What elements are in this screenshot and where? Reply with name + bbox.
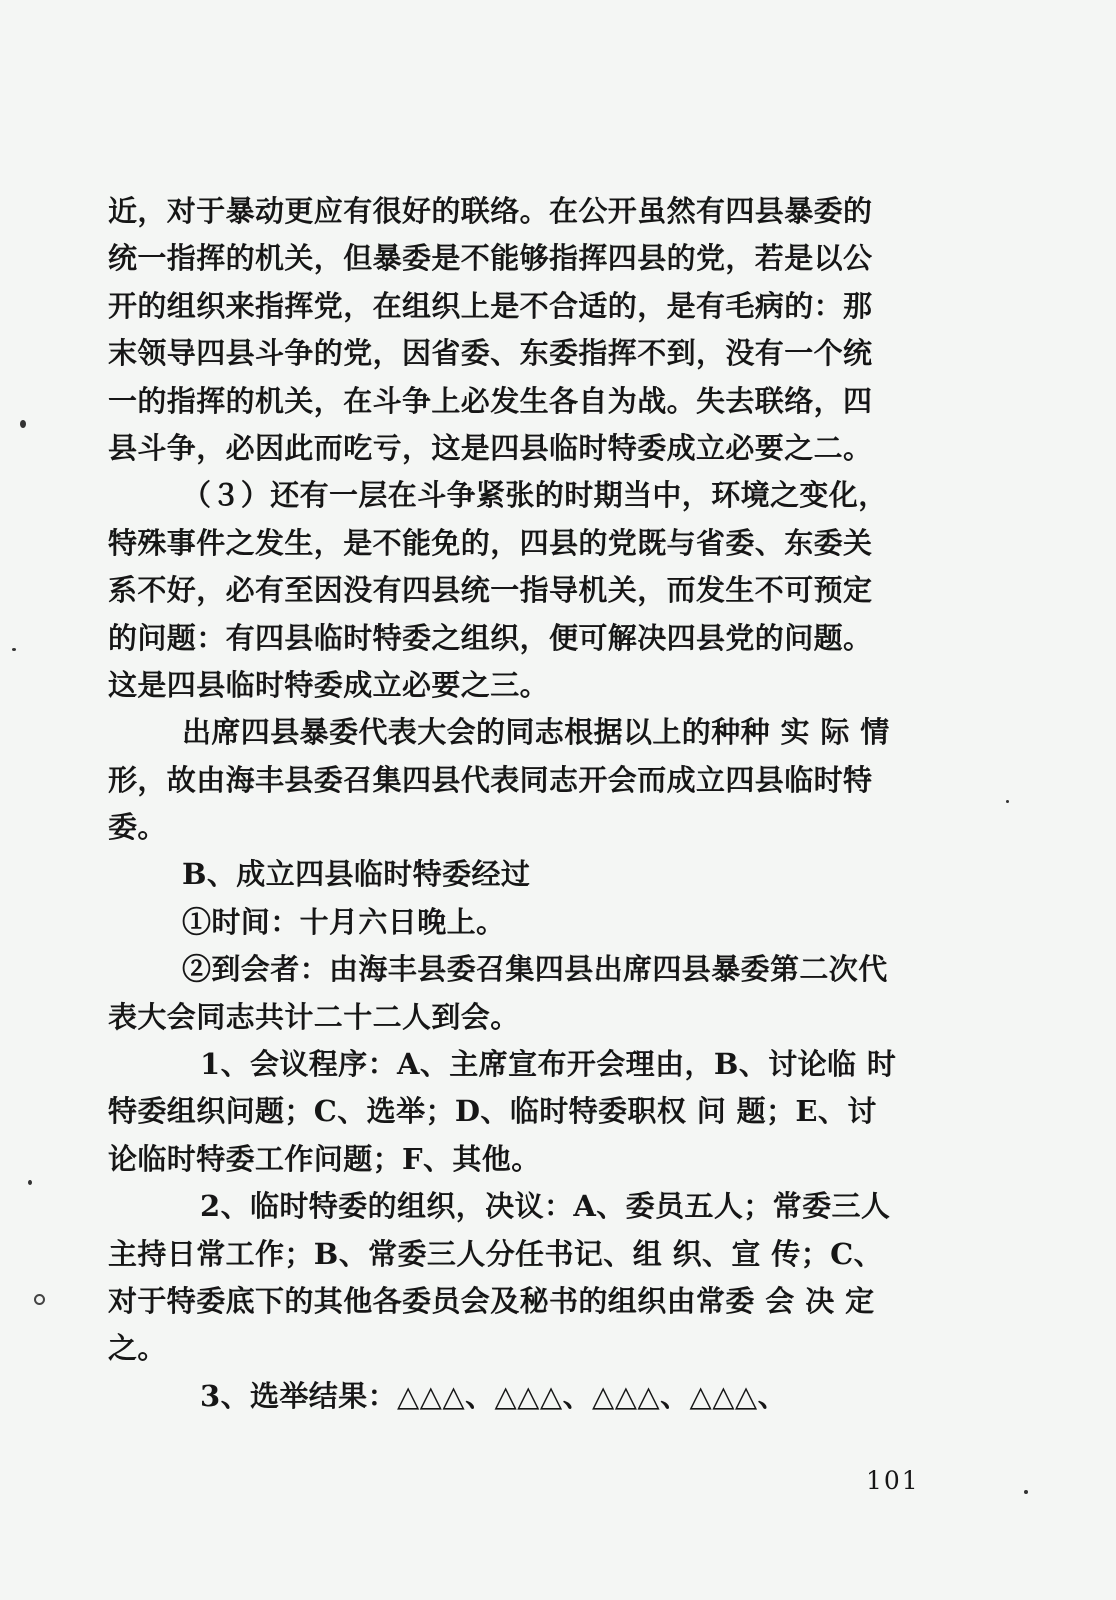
text-line: 县斗争，必因此而吃亏，这是四县临时特委成立必要之二。: [108, 430, 873, 465]
text-line: 2、临时特委的组织，决议：A、委员五人；常委三人: [200, 1189, 891, 1224]
scan-speck: [28, 1180, 32, 1185]
text-line: 3、选举结果：△△△、△△△、△△△、△△△、: [200, 1378, 788, 1413]
text-line: ②到会者：由海丰县委召集四县出席四县暴委第二次代: [182, 952, 888, 987]
text-line: 末领导四县斗争的党，因省委、东委指挥不到，没有一个统: [108, 336, 873, 371]
text-line: 出席四县暴委代表大会的同志根据以上的种种 实 际 情: [182, 715, 890, 750]
text-line: 特殊事件之发生，是不能免的，四县的党既与省委、东委关: [108, 525, 873, 560]
text-line: 1、会议程序：A、主席宣布开会理由，B、讨论临 时: [200, 1047, 897, 1082]
text-line: 这是四县临时特委成立必要之三。: [108, 667, 550, 702]
text-line: 委。: [108, 810, 167, 845]
text-line: 主持日常工作；B、常委三人分任书记、组 织、宣 传；C、: [108, 1236, 883, 1271]
text-line: 统一指挥的机关，但暴委是不能够指挥四县的党，若是以公: [108, 241, 873, 276]
text-line: 开的组织来指挥党，在组织上是不合适的，是有毛病的：那: [108, 288, 873, 323]
page-number: 101: [866, 1466, 920, 1495]
scan-speck: [20, 420, 26, 428]
text-line: 形，故由海丰县委召集四县代表同志开会而成立四县临时特: [108, 762, 873, 797]
text-line: 之。: [108, 1331, 167, 1366]
section-heading: B、成立四县临时特委经过: [182, 857, 531, 892]
scan-speck: [1024, 1490, 1028, 1494]
scan-speck: [12, 648, 16, 651]
text-line: 特委组织问题；C、选举；D、临时特委职权 问 题；E、讨: [108, 1094, 877, 1129]
text-line: 一的指挥的机关，在斗争上必发生各自为战。失去联络，四: [108, 383, 873, 418]
text-line: 近，对于暴动更应有很好的联络。在公开虽然有四县暴委的: [108, 194, 873, 228]
body-text: [108, 188, 968, 1420]
text-line: 论临时特委工作问题；F、其他。: [108, 1141, 541, 1176]
text-line: 表大会同志共计二十二人到会。: [108, 999, 520, 1034]
text-line: 的问题：有四县临时特委之组织，便可解决四县党的问题。: [108, 620, 873, 655]
scan-speck: [1006, 800, 1009, 803]
text-line: 对于特委底下的其他各委员会及秘书的组织由常委 会 决 定: [108, 1283, 875, 1318]
text-line: （３）还有一层在斗争紧张的时期当中，环境之变化，: [182, 478, 888, 513]
text-line: ①时间：十月六日晚上。: [182, 904, 506, 939]
text-line: 系不好，必有至因没有四县统一指导机关，而发生不可预定: [108, 573, 873, 608]
scan-speck: [34, 1294, 45, 1305]
